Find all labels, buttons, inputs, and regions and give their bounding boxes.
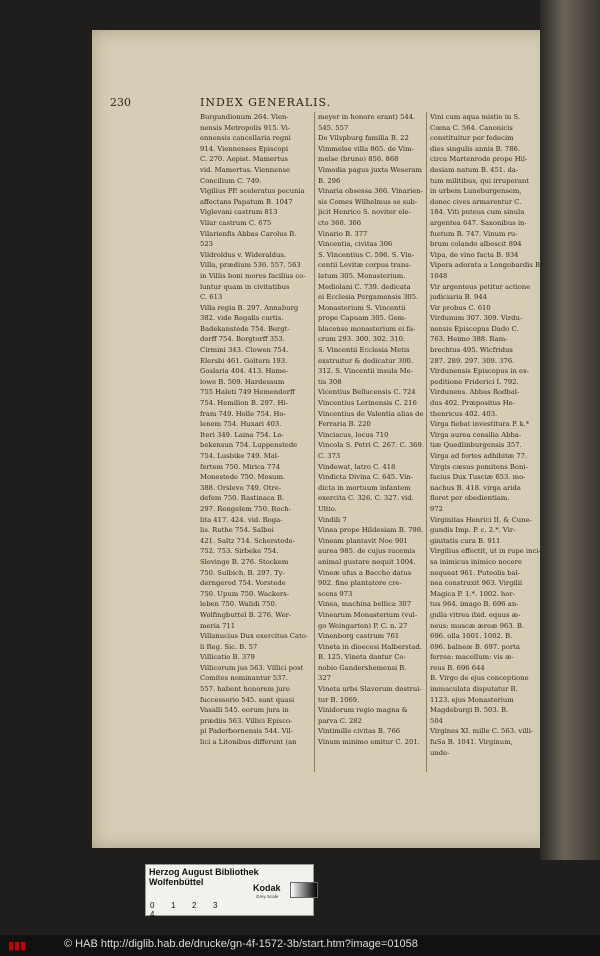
- footer-link[interactable]: © HAB http://diglib.hab.de/drucke/gn-4f-1572-3b/start.htm?image=01058: [64, 938, 418, 950]
- index-line: pi Paderbornensis 544. Vil-: [200, 727, 294, 736]
- page-header: [110, 96, 440, 112]
- index-line: Vinearum Monasterium (vul-: [318, 610, 418, 619]
- scale-ticks: [150, 901, 250, 919]
- index-line: leben 750. Walidi 750.: [200, 600, 278, 609]
- index-line: brechtus 495. Wicfridus: [430, 346, 513, 355]
- index-line: 1123. ejus Monasterium: [430, 695, 514, 704]
- index-line: Viglevani castrum 813: [200, 208, 278, 217]
- index-line: Vigilius PP. sceleratus pecunia: [200, 187, 305, 196]
- index-line: B. Virgo de ejus conceptione: [430, 674, 529, 683]
- index-line: 755 Haleti 749 Hemendorff: [200, 388, 295, 397]
- index-line: 1048: [430, 271, 448, 280]
- index-line: constituitur per fedecim: [430, 134, 514, 143]
- index-line: Vini cum aqua mistio in S.: [430, 113, 521, 121]
- index-line: li Reg. Sic. B. 57: [200, 642, 258, 651]
- index-line: floret per obedientiam.: [430, 494, 510, 503]
- index-line: tis 308: [318, 377, 342, 386]
- index-line: Vicentius Bellucensis C. 724: [318, 388, 416, 397]
- index-line: 557. habent honorem jure: [200, 685, 290, 694]
- index-line: Virga fiebat investitura P. k.*: [430, 420, 530, 429]
- index-line: latum 305. Monasterium.: [318, 271, 406, 280]
- index-line: Virga aurea consilia Abba-: [430, 430, 522, 439]
- index-line: 312. S. Vincentii insula Me-: [318, 367, 413, 376]
- index-line: 752. 753. Sirbeke 754.: [200, 547, 279, 556]
- index-line: argentea 647. Saxonibus in-: [430, 218, 527, 227]
- index-line: C. 270. Aepist. Mamertus: [200, 155, 288, 164]
- index-line: 696. olla 1001. 1002. B.: [430, 632, 513, 641]
- index-line: nea construxit 963. Virgilii: [430, 579, 523, 588]
- index-line: De Vilspburg familia B. 22: [318, 134, 409, 143]
- index-line: Wolfingbuttel B. 276. Wer-: [200, 610, 292, 619]
- index-column-1: [200, 112, 318, 748]
- index-line: cto 368. 366: [318, 218, 362, 227]
- index-line: Cœna C. 564. Canonicis: [430, 123, 513, 132]
- index-line: dies singulis annis B. 786.: [430, 144, 521, 153]
- index-line: Vincola S. Petri C. 267. C. 369.: [318, 441, 424, 450]
- index-line: scens 973: [318, 589, 353, 598]
- index-line: ginitatis cura B. 911: [430, 536, 501, 545]
- index-line: Vinario B. 377: [318, 229, 368, 238]
- index-line: neus: muscæ æreæ 963. B.: [430, 621, 525, 630]
- index-line: animal gustare nequit 1004.: [318, 557, 416, 566]
- index-line: sis Comes Wilhelmus se sub-: [318, 197, 418, 206]
- index-line: nequeat 961. Puteolis bal-: [430, 568, 521, 577]
- index-line: 763. Heimo 388. Ram-: [430, 335, 508, 344]
- index-line: 327: [318, 674, 331, 683]
- index-line: nobio Gandershemensi B.: [318, 663, 407, 672]
- index-line: 754. Hemilion B. 297. Hi-: [200, 399, 288, 408]
- index-line: Virdunens. Abbas Rodbal-: [430, 388, 520, 397]
- index-line: Vinea prope Hildesiam B. 798.: [318, 526, 424, 535]
- index-line: B. 125. Vineta dantur Co-: [318, 653, 406, 662]
- index-line: gundis Imp. P. c. 2.*. Vir-: [430, 526, 516, 535]
- index-line: Cirmini 343. Clowen 754.: [200, 346, 289, 355]
- index-line: 388. Orslevo 749. Otre-: [200, 483, 282, 492]
- index-line: Monasterium S. Vincentii: [318, 303, 406, 312]
- index-line: fuSa B. 1041. Virginum,: [430, 738, 513, 747]
- index-line: lita 417. 424. vid. Roga-: [200, 515, 283, 524]
- index-line: Vincentia, civitas 306: [318, 240, 393, 249]
- index-line: fertem 750. Mirica 774: [200, 462, 280, 471]
- footer-bar: [0, 935, 600, 956]
- index-line: Vinaria obsessa 366. Vinarien-: [318, 187, 423, 196]
- index-line: lici a Litonibus differunt (an: [200, 738, 297, 747]
- index-line: bekensun 754. Luppenstede: [200, 441, 298, 450]
- index-line: S. Vincentii Ecclesia Metis: [318, 346, 410, 355]
- index-line: 696. balneæ B. 697. porta: [430, 642, 520, 651]
- index-line: Vindicta Divina C. 645. Vin-: [318, 473, 414, 482]
- index-line: lenem 754. Huxari 403.: [200, 420, 282, 429]
- index-line: lis. Ruthe 754. Salboi: [200, 526, 274, 535]
- index-line: 914. Viennenses Episcopi: [200, 144, 288, 153]
- index-line: Vineta urbs Slavorum destrui-: [318, 685, 422, 694]
- index-line: ennensis cancellaria regni: [200, 134, 291, 143]
- index-line: 545. 557: [318, 123, 349, 132]
- index-line: Vineta in dioecesi Halberstad.: [318, 642, 422, 651]
- index-line: derngerod 754. Vorstede: [200, 579, 286, 588]
- index-line: B. 296: [318, 176, 341, 185]
- index-line: Virgines XI. mille C. 563. villi-: [430, 727, 534, 736]
- index-line: Ferraria B. 220: [318, 420, 371, 429]
- index-line: Villicorum jus 563. Villici post: [200, 663, 304, 672]
- index-line: Ultio.: [318, 504, 337, 513]
- index-line: Vineæ ufus a Baccho datus: [318, 568, 412, 577]
- color-chart-card: [145, 864, 314, 919]
- index-column-3: [430, 112, 548, 758]
- index-line: Vinea, machina bellica 307: [318, 600, 412, 609]
- index-line: Vindili 7: [318, 515, 347, 524]
- index-line: exercita C. 326. C. 327. vid.: [318, 494, 414, 503]
- index-line: Vipera adorata a Longobardis B.: [430, 261, 543, 270]
- kodak-logo: Kodak: [253, 883, 281, 893]
- index-line: Vasalli 545. eorum jura in: [200, 706, 289, 715]
- index-line: 902. fine plantatore cre-: [318, 579, 402, 588]
- index-line: tur B. 1069.: [318, 695, 360, 704]
- index-line: Vildroldus v. Wideraldus.: [200, 250, 286, 259]
- index-line: ei Ecclesia Pergamensis 305.: [318, 293, 419, 302]
- index-line: vid. Mamertus. Viennense: [200, 165, 290, 174]
- index-line: unde-: [430, 748, 450, 757]
- index-line: Villanucius Dux exercitus Cato-: [200, 632, 309, 641]
- index-line: dorff 754. Borgtorff 353.: [200, 335, 285, 344]
- scale-tick: 0: [150, 901, 155, 910]
- index-line: C. 373: [318, 452, 341, 460]
- index-line: S. Vincentius C. 596. S. Vin-: [318, 250, 415, 259]
- index-line: meria 711: [200, 621, 236, 630]
- index-line: 504: [430, 716, 443, 725]
- index-line: Burgundionum 264. Vien-: [200, 113, 289, 121]
- page-number: 230: [110, 96, 131, 109]
- index-line: facius Dux Tusciæ 653. mo-: [430, 473, 526, 482]
- index-line: prope Capuam 305. Gem-: [318, 314, 407, 323]
- index-line: jicit Henrico S. noviter ele-: [318, 208, 411, 217]
- grey-scale-swatch: [290, 882, 318, 898]
- index-line: affectans Papatum B. 1047: [200, 197, 293, 206]
- index-line: tus 964. imago B. 696 an-: [430, 600, 519, 609]
- index-line: meyer in honore erant) 544.: [318, 113, 416, 121]
- index-line: sa inimicus inimico nocere: [430, 557, 522, 566]
- index-line: Vipa, de vino facta B. 934: [430, 250, 519, 259]
- index-line: exstruitur & dedicatur 300.: [318, 356, 414, 365]
- scale-tick: 4: [150, 910, 155, 919]
- index-line: donec cives armarentur C.: [430, 197, 522, 206]
- scale-tick: 1: [171, 901, 176, 910]
- index-line: Vir probus C. 610: [430, 303, 491, 312]
- index-line: thenricus 402. 403.: [430, 409, 498, 418]
- index-line: parva C. 282: [318, 716, 362, 725]
- index-line: Virdunum 307. 309. Virdu-: [430, 314, 523, 323]
- library-name: Herzog August Bibliothek Wolfenbüttel: [149, 867, 259, 887]
- index-line: crum 293. 300. 302. 310.: [318, 335, 406, 344]
- index-line: Elersbi 461. Goltern 193.: [200, 356, 288, 365]
- index-line: Vincentius Lerinensis C. 216: [318, 399, 417, 408]
- index-line: Vinenborg castrum 761: [318, 632, 400, 641]
- grey-scale-label: Grey Scale: [256, 894, 279, 899]
- index-line: Virgis cæsus pomitens Boni-: [430, 462, 528, 471]
- index-line: peditione Friderici I. 792.: [430, 377, 519, 386]
- index-line: Monestede 750. Mosum.: [200, 473, 286, 482]
- index-line: judiciaria B. 944: [430, 293, 487, 302]
- index-line: 184. Viti puteus cum sinula: [430, 208, 525, 217]
- index-line: dicta in mortuum infantem: [318, 483, 411, 492]
- index-line: lowe B. 509. Hardessum: [200, 377, 285, 386]
- index-line: Vinidorum regio magna &: [318, 706, 408, 715]
- index-line: Virga ad fortes adhibitæ 77.: [430, 452, 528, 460]
- index-line: Vimodia pagus juxta Weseram: [318, 165, 422, 174]
- index-line: Comites nominantur 537.: [200, 674, 288, 683]
- index-line: Goslaria 404. 413. Hame-: [200, 367, 289, 376]
- index-line: Badekanstede 754. Bergt-: [200, 324, 290, 333]
- book-gutter: [540, 0, 600, 860]
- index-line: in Villis boni mores facilius co-: [200, 271, 306, 280]
- index-line: Vilar castrum C. 675: [200, 218, 272, 227]
- index-line: dus 402. Præpositus He-: [430, 399, 515, 408]
- index-line: Concilium C. 749.: [200, 176, 262, 185]
- index-line: Villa, prædium 536. 557. 563: [200, 261, 301, 270]
- index-line: 287. 289. 297. 309. 376.: [430, 356, 515, 365]
- scale-tick: 2: [192, 901, 197, 910]
- index-line: centii Levitæ corpus trans-: [318, 261, 411, 270]
- index-line: Vincentius de Valentia alias de: [318, 409, 424, 418]
- index-line: Iteri 349. Laina 754. Lo-: [200, 430, 284, 439]
- index-line: nensis Metropolis 915. Vi-: [200, 123, 291, 132]
- index-line: 754. Lusbike 749. Mal-: [200, 452, 280, 460]
- index-line: Virdunensis Episcopus in ex-: [430, 367, 530, 376]
- index-line: immaculata disputatur B.: [430, 685, 518, 694]
- index-line: blacense monasterium ei fa-: [318, 324, 416, 333]
- index-line: tum militibus, qui irruperant: [430, 176, 530, 185]
- index-line: aurea 985. de cujus racemis: [318, 547, 416, 556]
- index-line: go Weingarten) P. C. n. 27: [318, 621, 408, 630]
- index-line: desiam natum B. 451. da-: [430, 165, 519, 174]
- index-line: brum colando albescit 894: [430, 240, 522, 249]
- index-line: C. 613: [200, 293, 223, 302]
- index-line: Virginitas Henrici II. & Cune-: [430, 515, 532, 524]
- index-line: Mediolani C. 739. dedicata: [318, 282, 411, 291]
- index-line: Virgilius effectit, ut in rupe inci-: [430, 547, 541, 556]
- index-line: prædiis 563. Villici Episco-: [200, 716, 293, 725]
- index-line: Magica P. 1.*. 1002. hor-: [430, 589, 515, 598]
- index-line: gulla vitrea ibid. equus æ-: [430, 610, 521, 619]
- index-line: fram 749. Holle 754. Ho-: [200, 409, 286, 418]
- index-line: ferrea: macellum: vis æ-: [430, 653, 514, 662]
- index-line: 382. vide Regalis curtis.: [200, 314, 284, 323]
- index-line: defem 750. Rastinaca B.: [200, 494, 285, 503]
- index-line: nensis Episcopus Dado C.: [430, 324, 519, 333]
- index-line: 421. Saltz 714. Scherstede-: [200, 536, 295, 545]
- index-line: Villa regia B. 297. Annaburg: [200, 303, 299, 312]
- library-logo-icon: ▮▮▮: [8, 940, 27, 952]
- index-line: Villicatio B. 379: [200, 653, 255, 662]
- index-line: 750. Upum 750. Wackers-: [200, 589, 290, 598]
- index-line: nachus B. 418. virga arida: [430, 483, 521, 492]
- index-line: Vineam plantavit Noe 901: [318, 536, 408, 545]
- index-line: Vilarienfis Abbas Carolus B.: [200, 229, 297, 238]
- scale-tick: 3: [213, 901, 218, 910]
- index-line: 523: [200, 240, 213, 249]
- index-line: luntur quam in civitatibus: [200, 282, 290, 291]
- index-line: Vintimille civitas B. 766: [318, 727, 401, 736]
- index-line: 297. Rengelem 750. Roch-: [200, 504, 291, 513]
- index-line: melse (bruno) 856. 868: [318, 155, 399, 164]
- index-line: fuccessorio 545. sunt quasi: [200, 695, 295, 704]
- running-title: INDEX GENERALIS.: [200, 96, 332, 109]
- index-line: reus B. 696 644: [430, 663, 485, 672]
- index-line: in urbem Luneburgensem,: [430, 187, 522, 196]
- index-line: tiæ Quedlinburgensis 357.: [430, 441, 522, 450]
- index-line: circa Martenrode prope Hil-: [430, 155, 528, 164]
- index-line: 972: [430, 504, 443, 513]
- index-line: Vimmelse villa 865. de Vim-: [318, 144, 414, 153]
- index-line: Vindewat, latro C. 418: [318, 462, 396, 471]
- index-column-2: [318, 112, 436, 748]
- index-line: Vinciacus, locus 710: [318, 430, 389, 439]
- index-line: 750. Sulbich. B. 297. Ty-: [200, 568, 285, 577]
- index-line: Magdeburgi B. 503. B.: [430, 706, 509, 715]
- index-line: Slevinge B. 276. Stockem: [200, 557, 289, 566]
- index-line: fuetum B. 747. Vinum ru-: [430, 229, 518, 238]
- index-line: Vinum minimo emitur C. 201.: [318, 738, 420, 747]
- index-line: Vir argenteus petitur actione: [430, 282, 531, 291]
